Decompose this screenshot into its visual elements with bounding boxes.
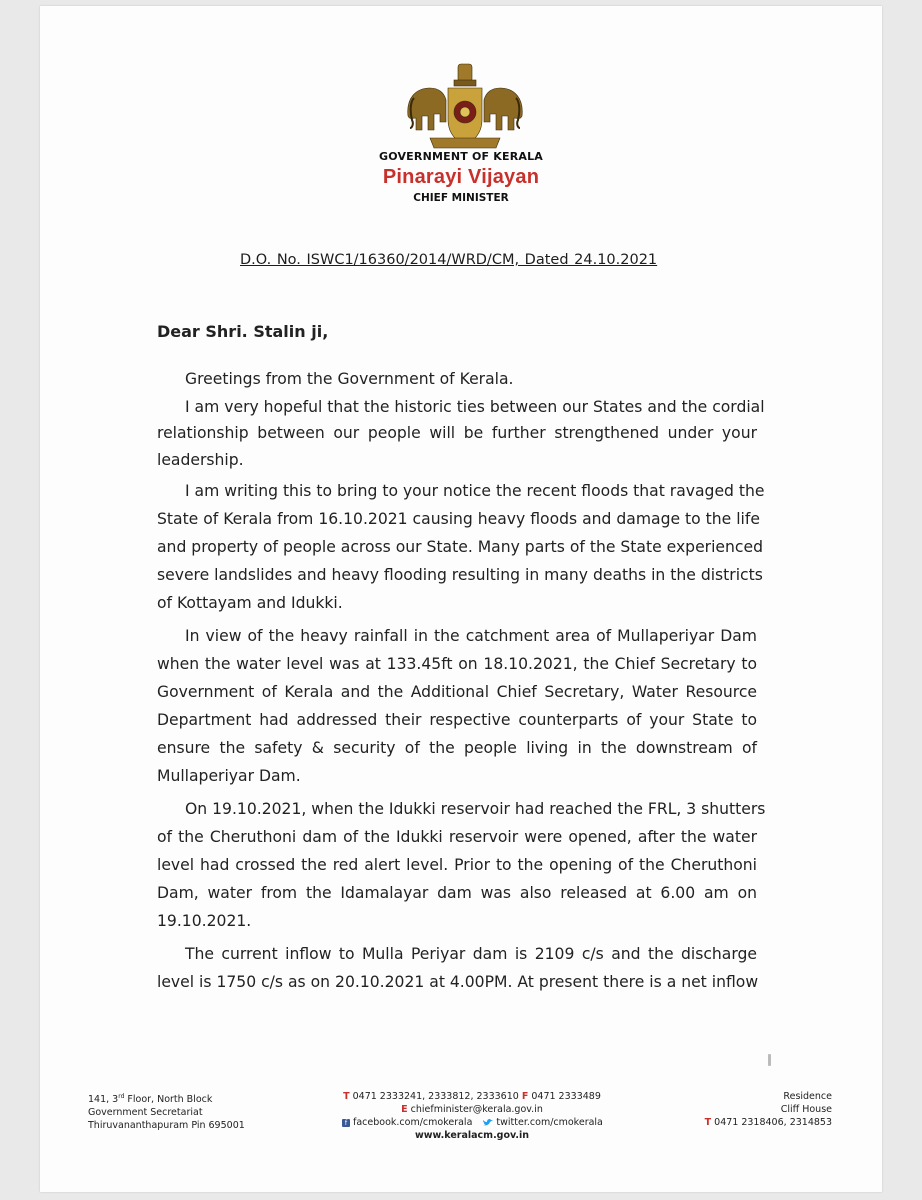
body-line: Dam, water from the Idamalayar dam was also released at 6.00 am on <box>157 884 757 902</box>
body-line: of the Cheruthoni dam of the Idukki reservoir were opened, after the water <box>157 828 757 846</box>
kerala-emblem-icon <box>400 58 530 154</box>
body-line: In view of the heavy rainfall in the catchment area of Mullaperiyar Dam <box>185 627 757 645</box>
body-line: and property of people across our State. Many parts of the State experienced <box>157 538 763 556</box>
website-link[interactable]: www.keralacm.gov.in <box>414 1130 530 1141</box>
twitter-icon <box>483 1119 493 1127</box>
sender-title: CHIEF MINISTER <box>413 192 509 204</box>
body-line: ensure the safety & security of the people living in the downstream of <box>157 739 757 757</box>
body-line: 19.10.2021. <box>157 912 252 930</box>
body-line: Government of Kerala and the Additional Chief Secretary, Water Resource <box>157 683 757 701</box>
body-line: Mullaperiyar Dam. <box>157 767 301 785</box>
body-line: Department had addressed their respective counterparts of your State to <box>157 711 757 729</box>
government-heading: GOVERNMENT OF KERALA <box>378 150 544 163</box>
body-line: State of Kerala from 16.10.2021 causing heavy floods and damage to the life <box>157 510 760 528</box>
email-link[interactable]: chiefminister@kerala.gov.in <box>407 1104 543 1115</box>
body-line: relationship between our people will be further strengthened under your <box>157 424 757 442</box>
body-line: of Kottayam and Idukki. <box>157 594 343 612</box>
facebook-icon: f <box>342 1119 350 1127</box>
residence-address: Residence Cliff House T 0471 2318406, 2314853 <box>704 1091 832 1128</box>
reference-number: D.O. No. ISWC1/16360/2014/WRD/CM, Dated 24.10.2021 <box>240 252 658 268</box>
letter-page <box>40 6 882 1192</box>
body-line: I am writing this to bring to your notice the recent floods that ravaged the <box>185 482 765 500</box>
body-line: The current inflow to Mulla Periyar dam is 2109 c/s and the discharge <box>185 945 757 963</box>
office-contacts: T 0471 2333241, 2333812, 2333610 F 0471 2333489 E chiefminister@kerala.gov.in f facebook.com/cmokerala twitter.com/cmokerala www.keralacm.gov.in <box>343 1091 603 1141</box>
office-address: 141, 3rd Floor, North Block Government Secretariat Thiruvananthapuram Pin 695001 <box>88 1093 245 1132</box>
twitter-link[interactable]: twitter.com/cmokerala <box>496 1117 603 1128</box>
facebook-link[interactable]: facebook.com/cmokerala <box>353 1117 473 1128</box>
body-line: level had crossed the red alert level. Prior to the opening of the Cheruthoni <box>157 856 757 874</box>
body-line: leadership. <box>157 451 244 469</box>
scan-mark <box>768 1054 771 1066</box>
salutation: Dear Shri. Stalin ji, <box>157 322 329 341</box>
body-line: when the water level was at 133.45ft on 18.10.2021, the Chief Secretary to <box>157 655 757 673</box>
body-line: On 19.10.2021, when the Idukki reservoir had reached the FRL, 3 shutters <box>185 800 766 818</box>
body-line: I am very hopeful that the historic ties between our States and the cordial <box>185 398 765 416</box>
body-line: Greetings from the Government of Kerala. <box>185 370 514 388</box>
sender-name: Pinarayi Vijayan <box>382 166 540 188</box>
body-line: level is 1750 c/s as on 20.10.2021 at 4.00PM. At present there is a net inflow <box>157 973 759 991</box>
body-line: severe landslides and heavy flooding resulting in many deaths in the districts <box>157 566 763 584</box>
